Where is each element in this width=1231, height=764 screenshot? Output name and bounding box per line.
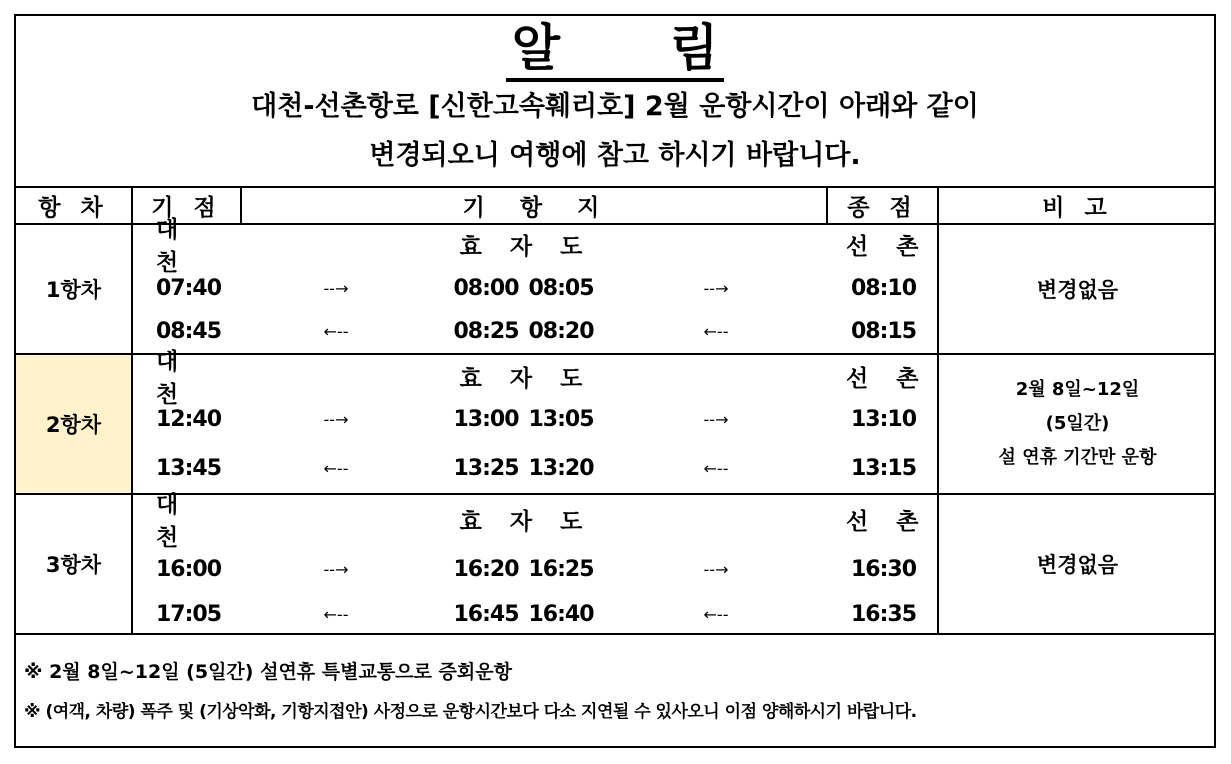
trip-label: 3항차 [45, 553, 102, 577]
arrow-forward: --→ [703, 409, 729, 429]
arrow-forward: --→ [323, 409, 349, 429]
time-via-depart: 16:25 [528, 556, 594, 582]
via-port: 효 자 도 [459, 365, 593, 392]
notice-line-1: 대천-선촌항로 [신한고속훼리호] 2월 운항시간이 아래와 같이 [251, 91, 979, 122]
arrow-backward: ←-- [323, 458, 349, 478]
notice-board [14, 14, 1216, 748]
time-origin-depart: 12:40 [156, 406, 222, 432]
terminus-port: 선 촌 [846, 508, 929, 535]
rule-trip3-bottom [16, 633, 1214, 635]
time-via-depart: 13:05 [528, 406, 594, 432]
time-via-depart: 08:05 [528, 275, 594, 301]
origin-port: 대 천 [156, 349, 189, 408]
time-terminus-arrive: 08:10 [851, 275, 917, 301]
col-divider-trip [131, 186, 133, 635]
remarks-line: 설 연휴 기간만 운항 [998, 447, 1157, 468]
terminus-port: 선 촌 [846, 233, 929, 260]
time-via-return-arrive: 16:40 [528, 601, 594, 627]
footnote-holiday: ※ 2월 8일~12일 (5일간) 설연휴 특별교통으로 증회운항 [24, 661, 512, 683]
time-origin-depart: 16:00 [156, 556, 222, 582]
origin-port: 대 천 [156, 217, 189, 276]
arrow-backward: ←-- [323, 321, 349, 341]
time-via-arrive: 13:00 [453, 406, 519, 432]
remarks-line: (5일간) [1045, 413, 1110, 434]
arrow-forward: --→ [703, 559, 729, 579]
time-via-return-arrive: 13:20 [528, 455, 594, 481]
origin-port: 대 천 [156, 492, 189, 551]
time-terminus-arrive: 13:10 [851, 406, 917, 432]
remarks-cell: 변경없음 [1036, 553, 1119, 577]
arrow-backward: ←-- [703, 458, 729, 478]
time-origin-arrive: 17:05 [156, 601, 222, 627]
time-via-return-arrive: 08:20 [528, 318, 594, 344]
time-origin-arrive: 13:45 [156, 455, 222, 481]
terminus-port: 선 촌 [846, 365, 929, 392]
time-terminus-arrive: 16:30 [851, 556, 917, 582]
trip-label: 1항차 [45, 278, 102, 302]
notice-title [16, 18, 1214, 82]
header-origin: 기 점 [151, 195, 222, 221]
arrow-backward: ←-- [703, 604, 729, 624]
remarks-cell: 변경없음 [1036, 278, 1119, 302]
footnote-delay: ※ (여객, 차량) 폭주 및 (기상악화, 기항지접안) 사정으로 운항시간보다 다소 지연될 수 있사오니 이점 양해하시기 바랍니다. [24, 702, 917, 722]
time-via-return-depart: 08:25 [453, 318, 519, 344]
time-terminus-depart: 16:35 [851, 601, 917, 627]
time-terminus-depart: 13:15 [851, 455, 917, 481]
via-port: 효 자 도 [459, 508, 593, 535]
time-via-return-depart: 13:25 [453, 455, 519, 481]
time-via-arrive: 08:00 [453, 275, 519, 301]
title-char-right: 림 [670, 19, 719, 77]
header-terminus: 종 점 [847, 195, 918, 221]
trip-label: 2항차 [45, 413, 102, 437]
header-trip: 항 차 [38, 195, 109, 221]
arrow-backward: ←-- [703, 321, 729, 341]
time-terminus-depart: 08:15 [851, 318, 917, 344]
time-origin-arrive: 08:45 [156, 318, 222, 344]
time-origin-depart: 07:40 [156, 275, 222, 301]
header-via: 기 항 지 [462, 195, 606, 221]
arrow-backward: ←-- [323, 604, 349, 624]
arrow-forward: --→ [323, 559, 349, 579]
time-via-arrive: 16:20 [453, 556, 519, 582]
time-via-return-depart: 16:45 [453, 601, 519, 627]
title-char-left: 알 [511, 19, 560, 77]
arrow-forward: --→ [703, 278, 729, 298]
remarks-line: 2월 8일~12일 [1015, 379, 1140, 400]
remarks-cell [939, 355, 1216, 493]
via-port: 효 자 도 [459, 233, 593, 260]
arrow-forward: --→ [323, 278, 349, 298]
header-remarks: 비 고 [1042, 195, 1113, 221]
notice-line-2: 변경되오니 여행에 참고 하시기 바랍니다. [369, 140, 861, 171]
